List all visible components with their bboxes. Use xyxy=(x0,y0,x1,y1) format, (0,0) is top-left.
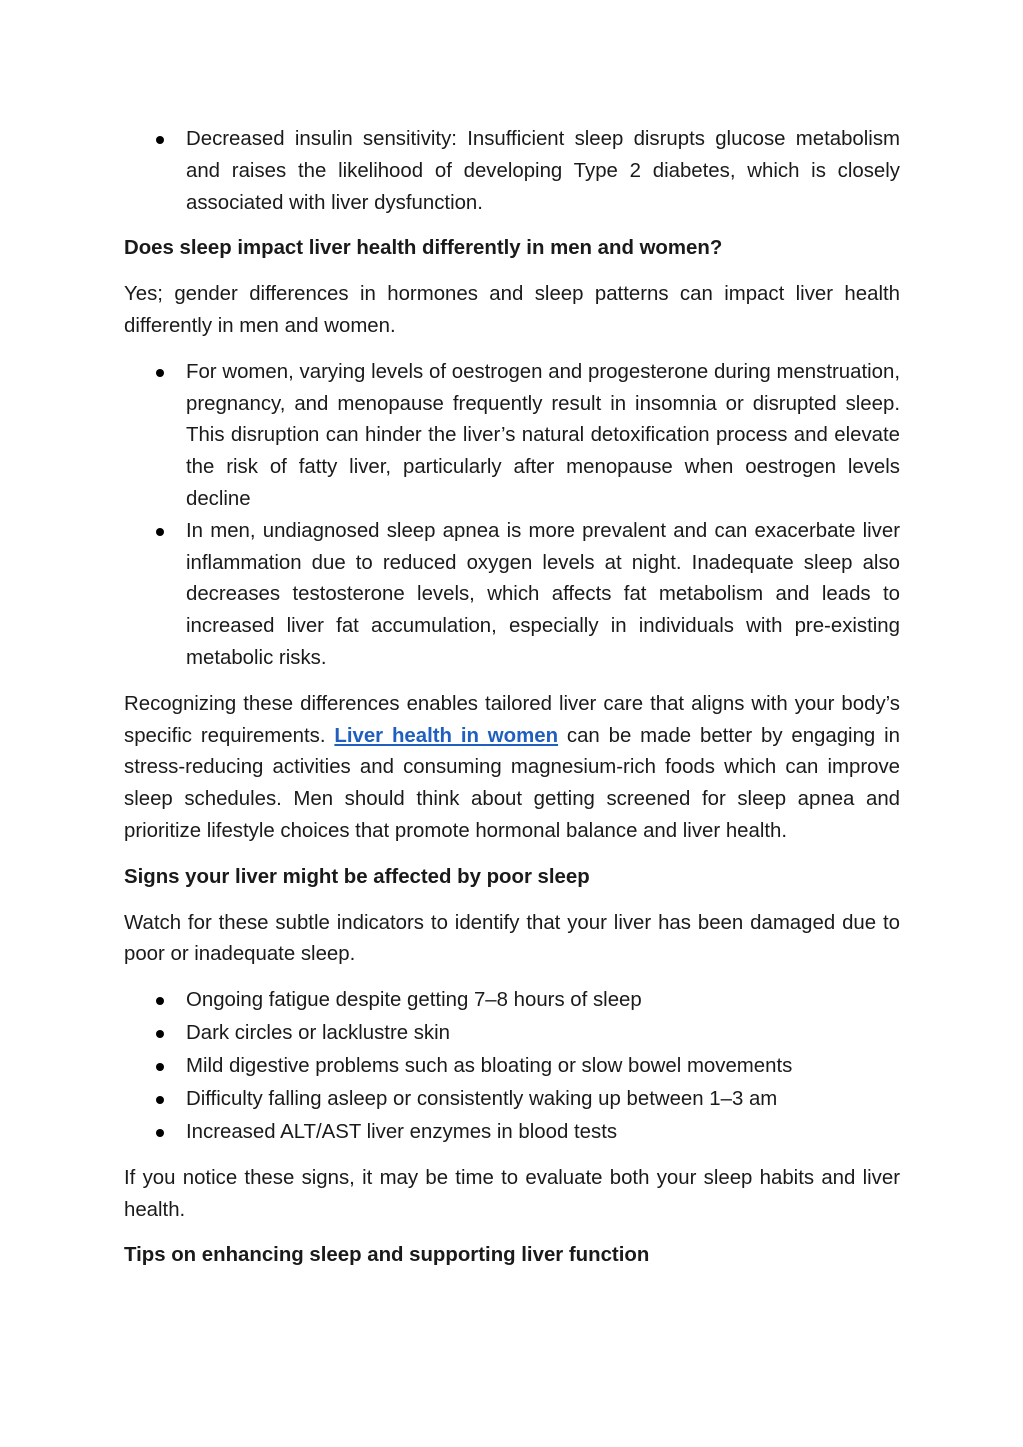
bullet-icon xyxy=(156,997,164,1005)
document-page xyxy=(124,124,900,1286)
list-item xyxy=(124,1051,900,1083)
list-item-text: Dark circles or lacklustre skin xyxy=(186,1022,451,1045)
list-item xyxy=(124,985,900,1017)
closing-text-before: Recognizing these differences enables tailored liver care that aligns with your body’s specific requirements. xyxy=(124,692,900,747)
list-item xyxy=(124,124,900,219)
list-item xyxy=(124,1084,900,1116)
bullet-icon xyxy=(156,1030,164,1038)
liver-health-women-link[interactable]: Liver health in women xyxy=(334,724,559,747)
list-item-text: Difficulty falling asleep or consistently waking up between 1–3 am xyxy=(186,1088,778,1111)
closing-text-after: can be made better by engaging in stress-reducing activities and consuming magnesium-rich foods which can improve sleep schedules. Men should think about getting screened for sleep apnea and prioritize lifestyle choices that promote hormonal balance and liver health. xyxy=(124,724,900,842)
list-item xyxy=(124,1018,900,1050)
list-item-text: Ongoing fatigue despite getting 7–8 hours of sleep xyxy=(186,989,642,1012)
paragraph-gender-closing xyxy=(124,689,900,848)
paragraph-signs-intro: Watch for these subtle indicators to identify that your liver has been damaged due to poor or inadequate sleep. xyxy=(124,911,900,966)
bullet-icon xyxy=(156,1063,164,1071)
bullet-icon xyxy=(156,528,164,536)
list-item-text: Mild digestive problems such as bloating or slow bowel movements xyxy=(186,1055,793,1078)
paragraph-gender-intro: Yes; gender differences in hormones and sleep patterns can impact liver health differently in men and women. xyxy=(124,283,900,337)
list-item-text: Increased ALT/AST liver enzymes in blood tests xyxy=(186,1121,618,1144)
section-heading-tips: Tips on enhancing sleep and supporting liver function xyxy=(124,1244,650,1267)
paragraph-signs-closing: If you notice these signs, it may be time to evaluate both your sleep habits and liver health. xyxy=(124,1166,900,1221)
bullet-list-gender xyxy=(124,357,900,675)
bullet-icon xyxy=(156,369,164,377)
bullet-list-signs xyxy=(124,985,900,1149)
list-item xyxy=(124,357,900,516)
bullet-list-insulin xyxy=(124,124,900,219)
list-item xyxy=(124,1117,900,1149)
bullet-icon xyxy=(156,1129,164,1137)
bullet-icon xyxy=(156,136,164,144)
section-heading-gender: Does sleep impact liver health differently in men and women? xyxy=(124,237,723,260)
section-heading-signs: Signs your liver might be affected by poor sleep xyxy=(124,865,590,888)
list-item-text: For women, varying levels of oestrogen and progesterone during menstruation, pregnancy, and menopause frequently result in insomnia or disrupted sleep. This disruption can hinder the liver’s natural detoxification process and elevate the risk of fatty liver, particularly after menopause when oestrogen levels decline xyxy=(186,360,900,510)
list-item-text: Decreased insulin sensitivity: Insufficient sleep disrupts glucose metabolism and raises the likelihood of developing Type 2 diabetes, which is closely associated with liver dysfunction. xyxy=(186,128,900,214)
list-item-text: In men, undiagnosed sleep apnea is more prevalent and can exacerbate liver inflammation due to reduced oxygen levels at night. Inadequate sleep also decreases testosterone levels, which affects fat metabolism and leads to increased liver fat accumulation, especially in individuals with pre-existing metabolic risks. xyxy=(186,519,900,669)
bullet-icon xyxy=(156,1096,164,1104)
list-item xyxy=(124,516,900,675)
